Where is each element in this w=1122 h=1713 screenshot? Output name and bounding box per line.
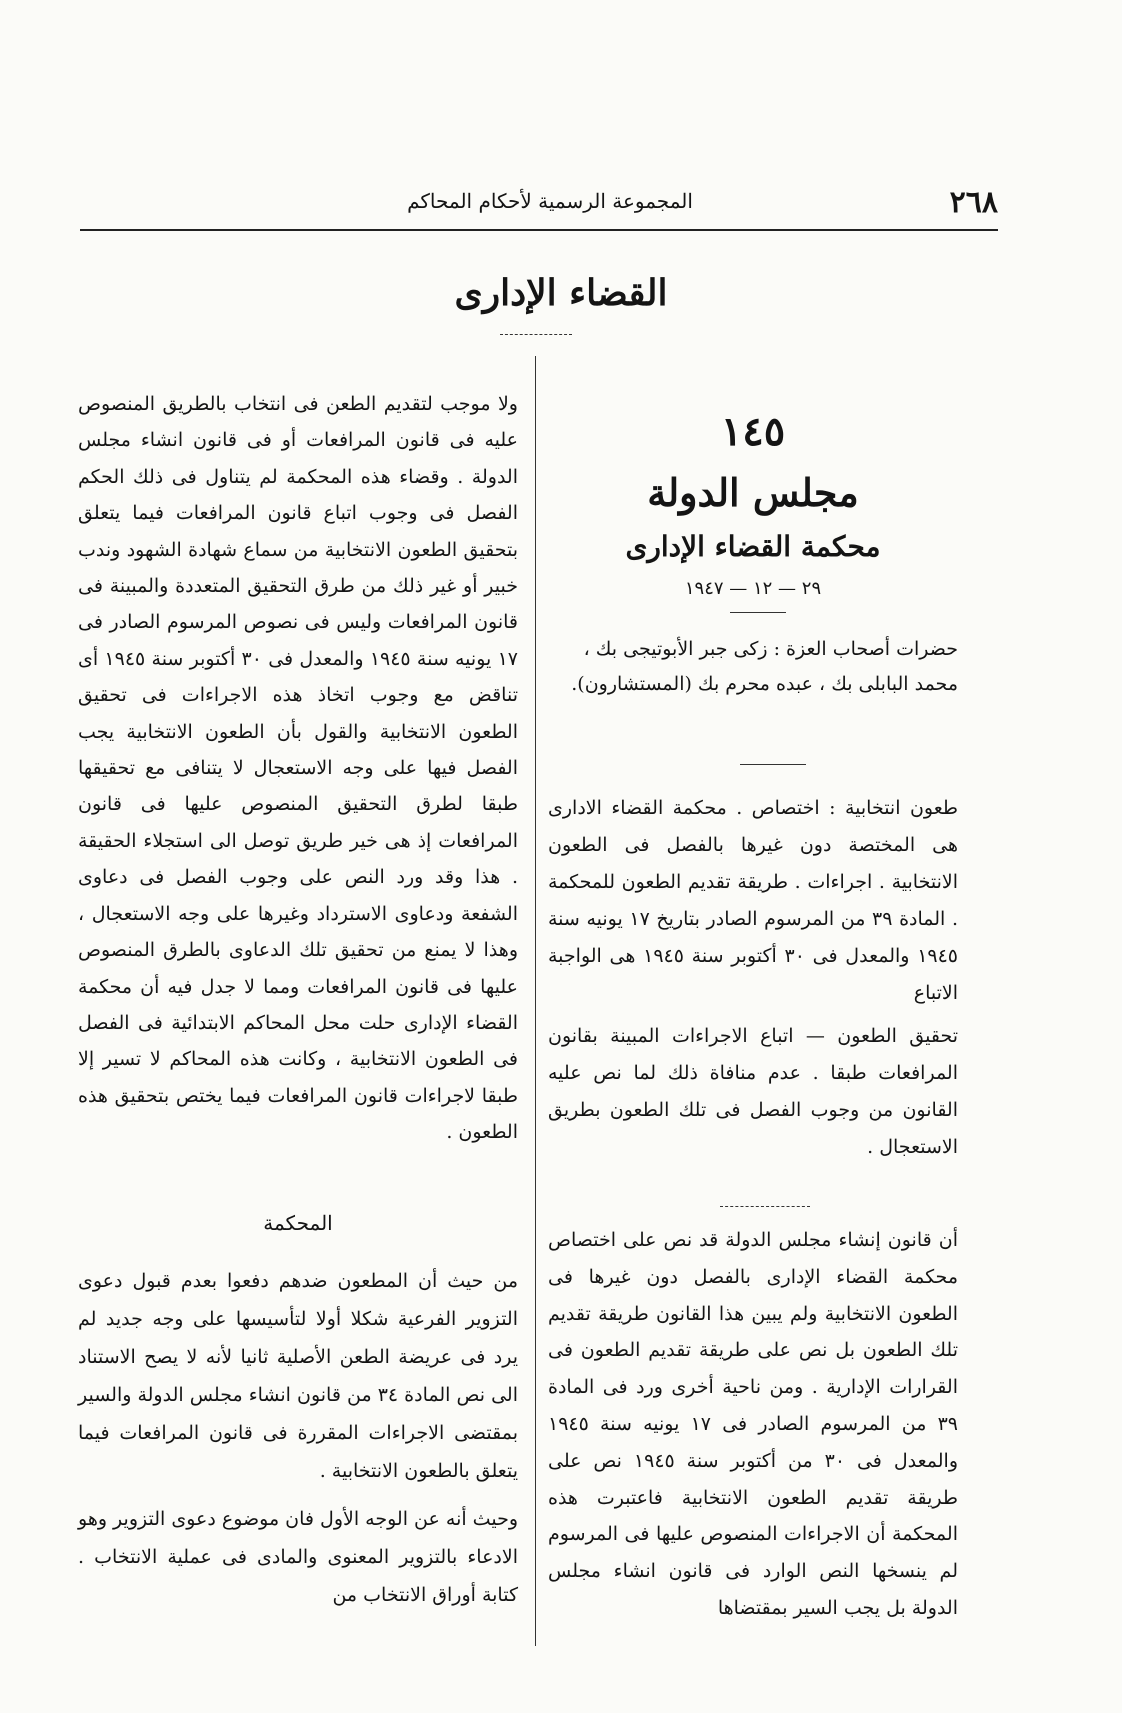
court-name: مجلس الدولة [647,470,859,515]
column-separator [535,356,536,1646]
running-title: المجموعة الرسمية لأحكام المحاكم [407,189,693,213]
left-body-paragraph-2: من حيث أن المطعون ضدهم دفعوا بعدم قبول دعوى التزوير الفرعية شكلا أولا لتأسيسها على وجه جديد لم يرد فى عريضة الطعن الأصلية ثانيا لأنه لا يصح الاستناد الى نص المادة ٣٤ من قانون انشاء مجلس الدولة والسير بمقتضى الاجراءات المقررة فى قانون المرافعات فيما يتعلق بالطعون الانتخابية . [78,1270,518,1482]
section-divider [500,334,572,335]
summary-paragraph-2: تحقيق الطعون — اتباع الاجراءات المبينة بقانون المرافعات طبقا . عدم منافاة ذلك لما نص عليه القانون من وجوب الفصل فى تلك الطعون بطريق الاستعجال . [548,1025,958,1158]
section-title: القضاء الإدارى [454,272,668,314]
summary-paragraph-1: طعون انتخابية : اختصاص . محكمة القضاء الادارى هى المختصة دون غيرها بالفصل فى الطعون الانتخابية . اجراءات . طريقة تقديم الطعون للمحكمة . المادة ٣٩ من المرسوم الصادر بتاريخ ١٧ يونيه سنة ١٩٤٥ والمعدل فى ٣٠ أكتوبر سنة ١٩٤٥ هى الواجبة الاتباع [548,797,959,1004]
left-body-paragraph-3: وحيث أنه عن الوجه الأول فان موضوع دعوى التزوير وهو الادعاء بالتزوير المعنوى والمادى فى عملية الانتخاب . كتابة أوراق الانتخاب من [78,1508,518,1606]
page-number: ٢٦٨ [949,185,998,220]
case-summary [548,790,958,1166]
date-divider [730,612,786,613]
chamber-name: محكمة القضاء الإدارى [625,530,881,563]
header-rule [80,229,998,231]
judgment-date: ٢٩ — ١٢ — ١٩٤٧ [684,578,822,599]
body-divider [720,1206,810,1207]
court-heading: المحكمة [263,1211,333,1235]
judges-panel: حضرات أصحاب العزة : زكى جبر الأبوتيجى بك ، محمد البابلى بك ، عبده محرم بك (المستشارون). [571,638,958,695]
running-header [80,185,998,223]
left-body-paragraph-1: ولا موجب لتقديم الطعن فى انتخاب بالطريق المنصوص عليه فى قانون المرافعات أو فى قانون انشاء مجلس الدولة . وقضاء هذه المحكمة لم يتناول فى ذلك الحكم الفصل فى وجوب اتباع قانون المرافعات فيما يتعلق بتحقيق الطعون الانتخابية من سماع شهادة الشهود وندب خبير أو غير ذلك من طرق التحقيق المتعددة والمبينة فى قانون المرافعات وليس فى نصوص المرسوم الصادر فى ١٧ يونيه سنة ١٩٤٥ والمعدل فى ٣٠ أكتوبر سنة ١٩٤٥ أى تناقض مع وجوب اتخاذ هذه الاجراءات فى تحقيق الطعون الانتخابية والقول بأن الطعون الانتخابية يجب الفصل فيها على وجه الاستعجال لا يتنافى مع تحقيقها طبقا لطرق التحقيق المنصوص عليها فى قانون المرافعات إذ هى خير طريق توصل الى استجلاء الحقيقة . هذا وقد ورد النص على وجوب الفصل فى دعاوى الشفعة ودعاوى الاسترداد وغيرها على وجه الاستعجال ، وهذا لا يمنع من تحقيق تلك الدعاوى بالطرق المنصوص عليها فى قانون المرافعات ومما لا جدل فيه أن محكمة القضاء الإدارى حلت محل المحاكم الابتدائية فى الفصل فى الطعون الانتخابية ، وكانت هذه المحاكم لا تسير إلا طبقا لاجراءات قانون المرافعات فيما يختص بتحقيق هذه الطعون . [78,393,519,1144]
summary-divider [740,764,806,765]
case-number: ١٤٥ [720,408,786,455]
right-body-paragraph: أن قانون إنشاء مجلس الدولة قد نص على اختصاص محكمة القضاء الإدارى بالفصل دون غيرها فى الطعون الانتخابية ولم يبين هذا القانون طريقة تقديم تلك الطعون بل نص على طريقة تقديم الطعون فى القرارات الإدارية . ومن ناحية أخرى ورد فى المادة ٣٩ من المرسوم الصادر فى ١٧ يونيه سنة ١٩٤٥ والمعدل فى ٣٠ من أكتوبر سنة ١٩٤٥ نص على طريقة تقديم الطعون الانتخابية فاعتبرت هذه المحكمة أن الاجراءات المنصوص عليها فى المرسوم لم ينسخها النص الوارد فى قانون انشاء مجلس الدولة بل يجب السير بمقتضاها [548,1229,958,1619]
